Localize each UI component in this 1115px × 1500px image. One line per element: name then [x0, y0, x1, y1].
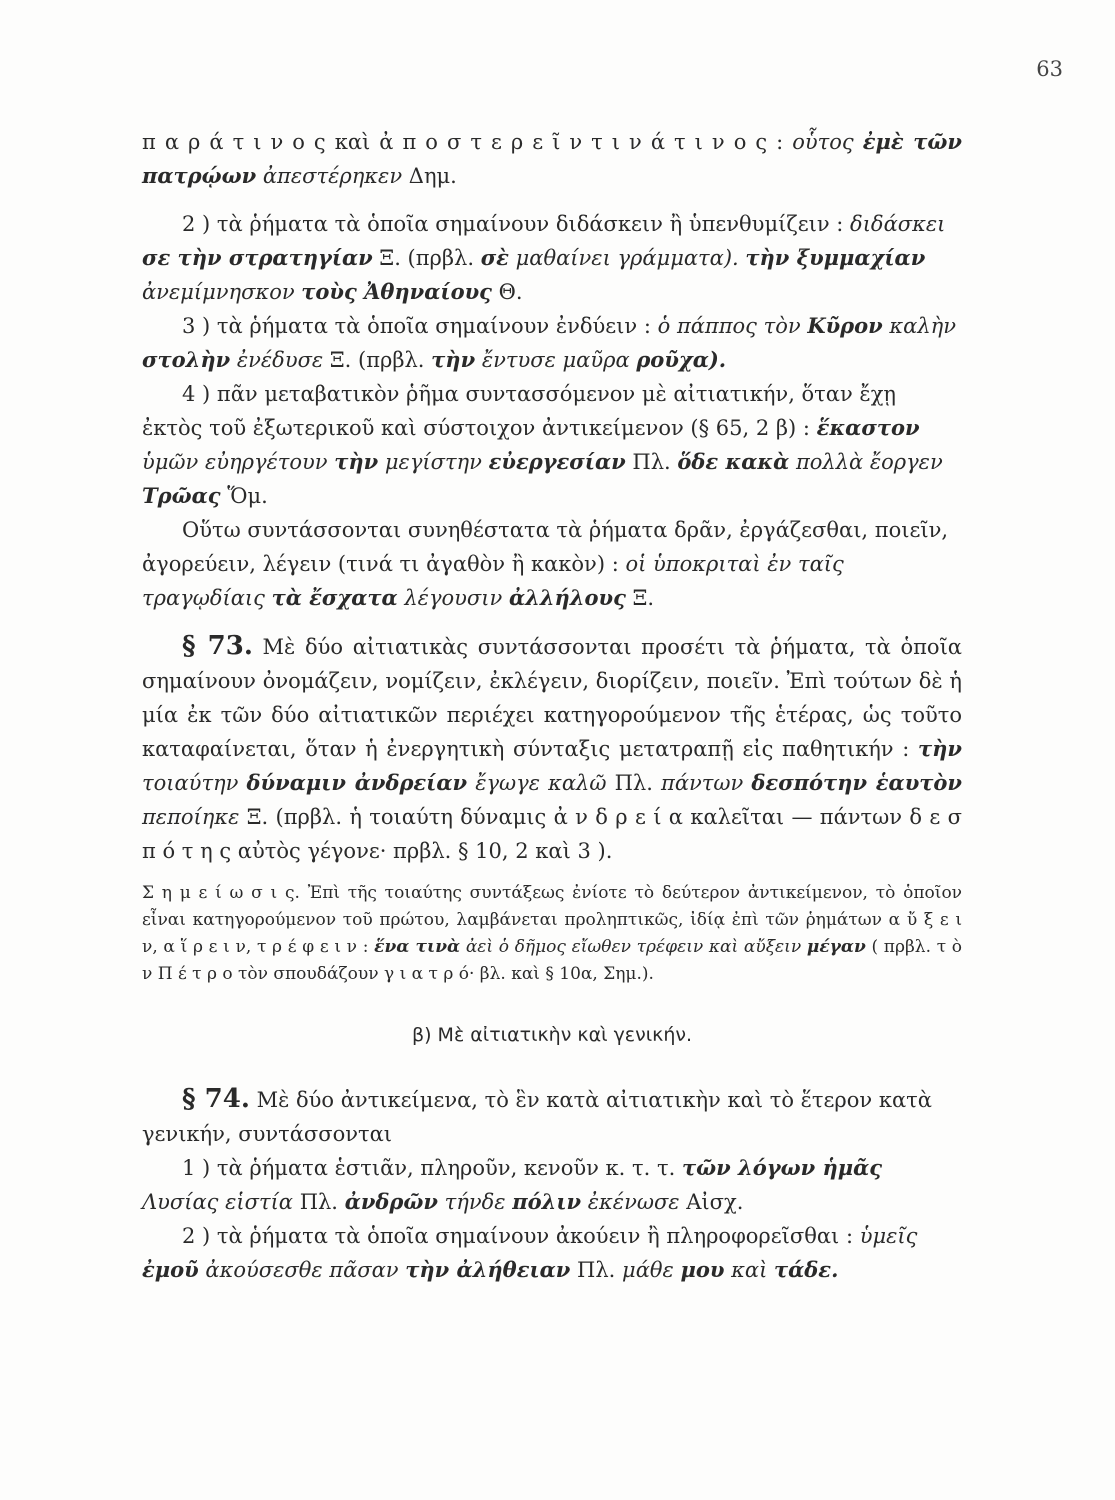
- example-text: οἱ ὑποκριταὶ ἐν ταῖς τραγῳδίαις: [142, 552, 844, 610]
- emphasis-text: πατρῴων: [142, 163, 257, 188]
- emphasis-text: Τρῶας: [142, 483, 221, 508]
- text: τ ὸ ν Π έ τ ρ ο: [142, 937, 963, 984]
- emphasis-text: σὲ: [480, 245, 509, 270]
- text: βλ. καὶ § 10α, Σημ.).: [479, 964, 654, 984]
- example-text: λέγουσιν: [404, 586, 503, 610]
- source-abbr: Πλ.: [614, 771, 653, 795]
- example-text: ὑμῶν εὐηργέτουν: [142, 450, 328, 474]
- paragraph-continuation: [142, 125, 962, 193]
- section-73: [142, 629, 962, 868]
- example-text: Λυσίας εἱστία: [142, 1190, 293, 1214]
- text: Ξ. (πρβλ.: [379, 246, 475, 270]
- source-abbr: Δημ.: [408, 164, 457, 188]
- emphasis-text: ἐμοῦ: [142, 1257, 199, 1282]
- text: καλεῖται — πάντων: [690, 805, 903, 829]
- example-text: ὑμεῖς: [859, 1224, 918, 1248]
- page-number: 63: [1036, 57, 1063, 81]
- text: δ ε σ π ό τ η ς: [142, 805, 962, 863]
- emphasis-text: ἕνα τινὰ: [374, 937, 461, 957]
- example-text: ὁ πάππος τὸν: [657, 314, 801, 338]
- paragraph-item-2: [142, 207, 962, 309]
- emphasis-text: δύναμιν ἀνδρείαν: [246, 770, 468, 795]
- text: 1 ) τὰ ῥήματα ἑστιᾶν, πληροῦν, κενοῦν κ. τ. τ.: [182, 1156, 676, 1180]
- text: ( πρβλ.: [871, 937, 931, 957]
- example-text: τοιαύτην: [142, 771, 239, 795]
- source-abbr: Θ.: [498, 280, 523, 304]
- emphasis-text: τὴν: [431, 347, 476, 372]
- example-text: ἀνεμίμνησκον: [142, 280, 295, 304]
- source-abbr: Πλ.: [577, 1258, 616, 1282]
- example-text: μαθαίνει γράμματα).: [515, 246, 739, 270]
- section-number: § 74.: [182, 1084, 250, 1114]
- example-text: μεγίστην: [384, 450, 482, 474]
- text: Μὲ δύο ἀντικείμενα, τὸ ἓν κατὰ αἰτιατικὴν καὶ τὸ ἕτερον κατὰ γενικήν, συντάσσονται: [142, 1088, 932, 1146]
- emphasis-text: ροῦχα).: [636, 347, 727, 372]
- note-block: [142, 880, 962, 988]
- emphasis-text: τὴν ξυμμαχίαν: [745, 245, 926, 270]
- emphasis-text: ἀνδρῶν: [344, 1189, 438, 1214]
- emphasis-text: εὐεργεσίαν: [488, 449, 626, 474]
- text: α ὔ ξ ε ι ν, α ἵ ρ ε ι ν, τ ρ έ φ ε ι ν :: [142, 910, 962, 957]
- emphasis-text: μου: [680, 1257, 725, 1282]
- example-text: ἀεὶ ὁ δῆμος εἴωθεν τρέφειν καὶ αὔξειν: [465, 937, 802, 957]
- text: Οὕτω συντάσσονται συνηθέστατα τὰ ῥήματα δρᾶν, ἐργάζεσθαι, ποιεῖν, ἀγορεύειν, λέγειν (τινά τι ἀγαθὸν ἢ κακὸν) :: [142, 518, 949, 576]
- text: Ἐπὶ τῆς τοιαύτης συντάξεως ἐνίοτε τὸ δεύτερον ἀντικείμενον, τὸ ὁποῖον εἶναι κατηγορούμενον τοῦ πρώτου, λαμβάνεται προληπτικῶς, ἰδίᾳ ἐπὶ τῶν ῥημάτων: [142, 883, 963, 930]
- page-body: [142, 125, 962, 1287]
- text: γ ι α τ ρ ό·: [384, 964, 475, 984]
- text: 2 ) τὰ ῥήματα τὰ ὁποῖα σημαίνουν διδάσκειν ἢ ὑπενθυμίζειν :: [182, 212, 844, 236]
- example-text: ἔγωγε καλῶ: [475, 771, 607, 795]
- subheading: β) Μὲ αἰτιατικὴν καὶ γενικήν.: [411, 1024, 693, 1046]
- example-text: καὶ: [731, 1258, 768, 1282]
- text: Ξ. (πρβλ.: [329, 348, 425, 372]
- example-text: πάντων: [661, 771, 744, 795]
- text: αὐτὸς γέγονε· πρβλ. § 10, 2 καὶ 3 ).: [237, 839, 613, 863]
- example-text: ἀπεστέρηκεν: [262, 164, 403, 188]
- example-text: πολλὰ ἔοργεν: [795, 450, 943, 474]
- source-abbr: Ξ.: [632, 586, 655, 610]
- example-text: ἐνέδυσε: [236, 348, 324, 372]
- emphasis-text: ἐμὲ τῶν: [862, 129, 962, 154]
- example-text: μάθε: [622, 1258, 674, 1282]
- example-text: διδάσκει: [850, 212, 946, 236]
- paragraph-item-2b: [142, 1219, 962, 1287]
- emphasis-text: τὰ ἔσχατα: [271, 585, 398, 610]
- example-text: ἔντυσε μαῦρα: [481, 348, 630, 372]
- emphasis-text: μέγαν: [806, 937, 866, 957]
- text: Ξ. (πρβλ. ἡ τοιαύτη δύναμις: [246, 805, 547, 829]
- note-label: Σ η μ ε ί ω σ ι ς.: [142, 883, 300, 903]
- paragraph-item-4: [142, 377, 962, 513]
- paragraph-item-1: [142, 1151, 962, 1219]
- example-text: ἀκούσεσθε πᾶσαν: [205, 1258, 399, 1282]
- paragraph-verbs: [142, 513, 962, 615]
- source-abbr: Πλ.: [299, 1190, 338, 1214]
- emphasis-text: τῶν λόγων ἡμᾶς: [681, 1155, 883, 1180]
- emphasis-text: δεσπότην ἑαυτὸν: [751, 770, 962, 795]
- example-text: ἐκένωσε: [587, 1190, 680, 1214]
- section-74: [142, 1082, 962, 1151]
- example-text: καλὴν: [889, 314, 956, 338]
- text: π α ρ ά τ ι ν ο ς καὶ ἀ π ο σ τ ε ρ ε ῖ ν τ ι ν ά τ ι ν ο ς :: [142, 130, 784, 154]
- section-number: § 73.: [182, 631, 253, 661]
- emphasis-text: στολὴν: [142, 347, 231, 372]
- example-text: πεποίηκε: [142, 805, 240, 829]
- emphasis-text: τὴν: [334, 449, 379, 474]
- text: ἀ ν δ ρ ε ί α: [553, 805, 683, 829]
- text: 4 ) πᾶν μεταβατικὸν ῥῆμα συντασσόμενον μὲ αἰτιατικήν, ὅταν ἔχῃ ἐκτὸς τοῦ ἐξωτερικοῦ καὶ σύστοιχον ἀντικείμενον (§ 65, 2 β) :: [142, 382, 896, 440]
- text: 2 ) τὰ ῥήματα τὰ ὁποῖα σημαίνουν ἀκούειν ἢ πληροφορεῖσθαι :: [182, 1224, 854, 1248]
- emphasis-text: Κῦρον: [807, 313, 883, 338]
- emphasis-text: ἀλλήλους: [508, 585, 626, 610]
- emphasis-text: τὴν: [918, 736, 962, 761]
- example-text: τήνδε: [444, 1190, 506, 1214]
- emphasis-text: σε τὴν στρατηγίαν: [142, 245, 373, 270]
- example-text: οὗτος: [792, 130, 854, 154]
- source-abbr: Πλ.: [632, 450, 671, 474]
- emphasis-text: τὴν ἀλήθειαν: [405, 1257, 571, 1282]
- emphasis-text: ἕκαστον: [816, 415, 920, 440]
- emphasis-text: ὅδε κακὰ: [677, 449, 790, 474]
- source-abbr: Ὅμ.: [227, 484, 268, 508]
- emphasis-text: τάδε.: [774, 1257, 839, 1282]
- text: 3 ) τὰ ῥήματα τὰ ὁποῖα σημαίνουν ἐνδύειν :: [182, 314, 651, 338]
- emphasis-text: τοὺς Ἀθηναίους: [301, 279, 492, 304]
- source-abbr: Αἰσχ.: [686, 1190, 744, 1214]
- text: Μὲ δύο αἰτιατικὰς συντάσσονται προσέτι τὰ ῥήματα, τὰ ὁποῖα σημαίνουν ὀνομάζειν, νομίζειν, ἐκλέγειν, διορίζειν, ποιεῖν. Ἐπὶ τούτων δὲ ἡ μία ἐκ τῶν δύο αἰτιατικῶν περιέχει κατηγορούμενον τῆς ἑτέρας, ὡς τοῦτο καταφαίνεται, ὅταν ἡ ἐνεργητικὴ σύνταξις μετατραπῇ εἰς παθητικήν :: [142, 635, 962, 761]
- paragraph-item-3: [142, 309, 962, 377]
- emphasis-text: πόλιν: [512, 1189, 582, 1214]
- text: τὸν σπουδάζουν: [238, 964, 379, 984]
